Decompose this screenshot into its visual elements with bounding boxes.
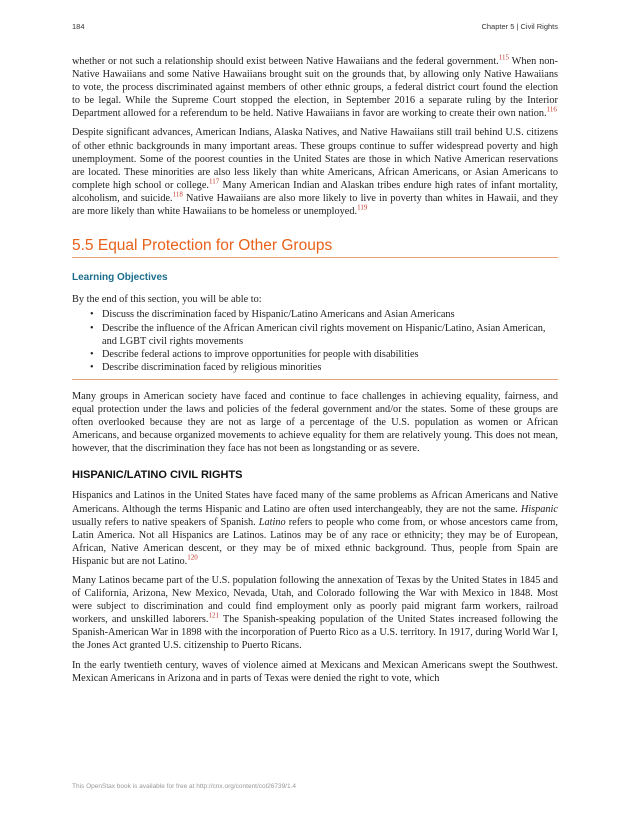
learning-objectives-heading: Learning Objectives xyxy=(72,272,168,284)
list-item: • Describe discrimination faced by religious minorities xyxy=(90,361,322,373)
endnote-ref-121[interactable]: 121 xyxy=(208,611,219,620)
endnote-ref-116[interactable]: 116 xyxy=(546,105,557,114)
bullet-icon: • xyxy=(90,348,94,360)
term-latino: Latino xyxy=(258,516,286,528)
paragraph-intro: Many groups in American society have faced and continue to face challenges in achieving equality, fairness, and equal protection under the laws and policies of the federal government and/or the states. Some of these groups are often overlooked because they are not as large of a percentage of the U.S. population as women or African Americans, and because organized movements to achieve equality for them are relatively young. This does not mean, however, that the discrimination they face has not been as longstanding or as severe. xyxy=(72,390,558,455)
paragraph-hispanic-latino-terms: Hispanics and Latinos in the United States have faced many of the same problems as African Americans and Native Americans. Although the terms Hispanic and Latino are often used interchangeably, they are not the same. Hispanic usually refers to native speakers of Spanish. Latino refers to people who come from, or whose ancestors came from, Latin America. Not all Hispanics are Latinos. Latinos may be of any race or ethnicity; they may be of European, African, Native American descent, or they may be of mixed ethnic background. Thus, people from Spain are Hispanic but are not Latino.$^{120}$ xyxy=(72,490,558,567)
page-number: 184 xyxy=(72,22,85,31)
page-footer: This OpenStax book is available for free at http://cnx.org/content/col26739/1.4 xyxy=(72,783,297,790)
section-title: 5.5 Equal Protection for Other Groups xyxy=(72,239,558,258)
learning-objectives-list xyxy=(72,308,558,373)
endnote-ref-118[interactable]: 118 xyxy=(172,190,183,199)
learning-objectives-intro: By the end of this section, you will be able to: xyxy=(72,294,262,306)
endnote-ref-120[interactable]: 120 xyxy=(187,553,198,562)
list-item: • Describe federal actions to improve opportunities for people with disabilities xyxy=(90,348,419,360)
bullet-icon: • xyxy=(90,309,94,321)
subsection-heading: HISPANIC/LATINO CIVIL RIGHTS xyxy=(72,469,243,482)
page-body xyxy=(72,55,558,691)
term-hispanic: Hispanic xyxy=(520,503,558,515)
endnote-ref-115[interactable]: 115 xyxy=(498,53,510,62)
paragraph-native-disparities: Despite significant advances, American Indians, Alaska Natives, and Native Hawaiians still trail behind U.S. citizens of other ethnic backgrounds in many important areas. These groups continue to suffer widespread poverty and high unemployment. Some of the poorest counties in the United States are those in which Native American reservations are located. These minorities are also less likely than white Americans, African Americans, or Asian Americans to complete high school or college.$^{117}$ Many American Indian and Alaskan tribes endure high rates of infant mortality, alcoholism, and suicide.$^{118}$ Native Hawaiians are also more likely to live in poverty than whites in Hawaii, and they are more likely than white Hawaiians to be homeless or unemployed.$^{119}$ xyxy=(72,127,559,218)
bullet-icon: • xyxy=(90,361,94,373)
paragraph-hawaiian-election: whether or not such a relationship should exist between Native Hawaiians and the federal government.$^{115}$ When non-Native Hawaiians and some Native Hawaiians brought suit on the grounds that, by allowing only Native Hawaiians to vote, the process discriminated against members of other ethnic groups, a federal district court found the election to be legal. While the Supreme Court stopped the election, in September 2016 a separate ruling by the Interior Department allowed for a referendum to be held. Native Hawaiians in favor are working to create their own nation.$^{116}$ xyxy=(72,53,558,120)
endnote-ref-117[interactable]: 117 xyxy=(208,177,220,186)
paragraph-latino-history: Many Latinos became part of the U.S. population following the annexation of Texas by the United States in 1845 and of California, Arizona, New Mexico, Nevada, Utah, and Colorado following the War with Mexico in 1848. Most were subject to discrimination and could find employment only as poorly paid migrant farm workers, railroad workers, and unskilled laborers.$^{121}$ The Spanish-speaking population of the United States increased following the Spanish-American War in 1898 with the incorporation of Puerto Rico as a U.S. territory. In 1917, during World War I, the Jones Act granted U.S. citizenship to Puerto Ricans. xyxy=(72,575,558,652)
list-item: • Describe the influence of the African American civil rights movement on Hispanic/Latino, Asian American, and LGBT civil rights movements xyxy=(90,322,546,347)
endnote-ref-119[interactable]: 119 xyxy=(357,203,368,212)
running-header xyxy=(72,22,558,36)
chapter-title: Chapter 5 | Civil Rights xyxy=(481,22,558,31)
divider xyxy=(72,379,558,380)
paragraph-violence-southwest: In the early twentieth century, waves of violence aimed at Mexicans and Mexican Americans swept the Southwest. Mexican Americans in Arizona and in parts of Texas were denied the right to vote, which xyxy=(72,659,558,684)
list-item: • Discuss the discrimination faced by Hispanic/Latino Americans and Asian Americans xyxy=(90,309,455,321)
bullet-icon: • xyxy=(90,322,94,334)
